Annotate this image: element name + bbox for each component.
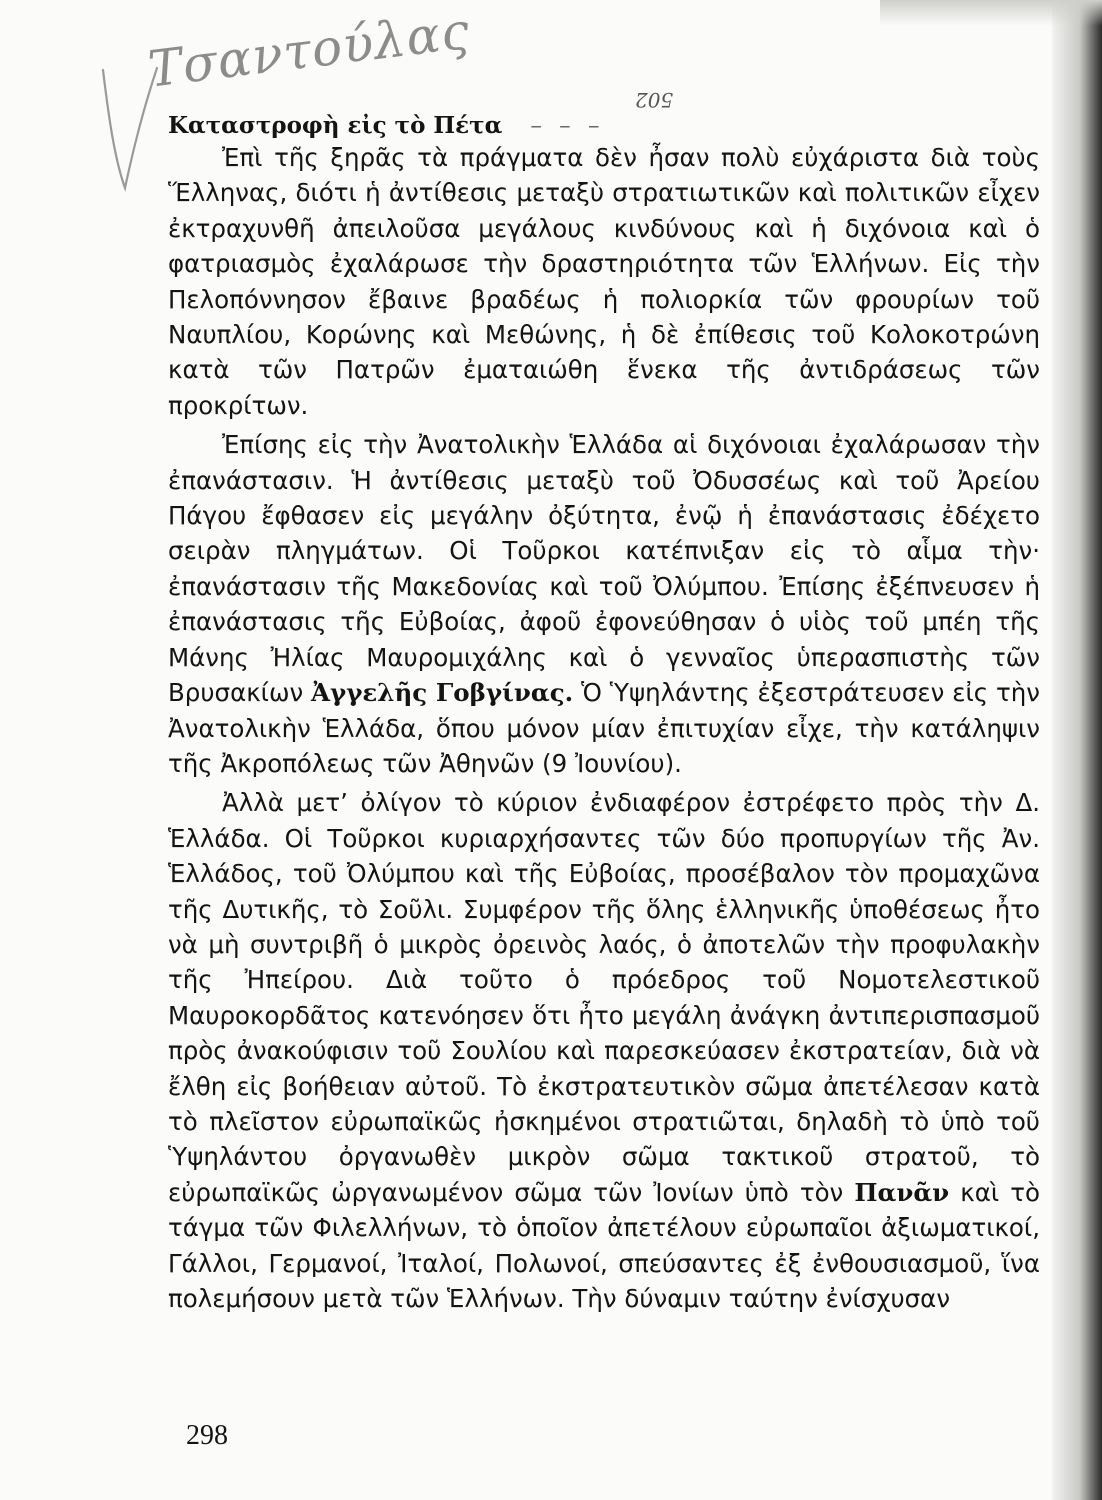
- page-number: 298: [186, 1420, 228, 1451]
- paragraph: [168, 785, 1040, 1316]
- heading-dashes: – – –: [530, 113, 605, 139]
- paragraph-text: Ἐπίσης εἰς τὴν Ἀνατολικὴν Ἑλλάδα αἱ διχόνοιαι ἐχαλάρωσαν τὴν ἐπανάστασιν. Ἡ ἀντίθεσις μεταξὺ τοῦ Ὀδυσσέως καὶ τοῦ Ἀρείου Πάγου ἔφθασεν εἰς μεγάλην ὀξύτητα, ἐνῷ ἡ ἐπανάστασις ἐδέχετο σειρὰν πληγμάτων. Οἱ Τοῦρκοι κατέπνιξαν εἰς τὸ αἷμα τὴν· ἐπανάστασιν τῆς Μακεδονίας καὶ τοῦ Ὀλύμπου. Ἐπίσης ἐξέπνευσεν ἡ ἐπανάστασις τῆς Εὐβοίας, ἀφοῦ ἐφονεύθησαν ὁ υἱὸς τοῦ μπέη τῆς Μάνης Ἠλίας Μαυρομιχάλης καὶ ὁ γενναῖος ὑπερασπιστὴς τῶν Βρυσακίων: [168, 430, 1040, 708]
- handwritten-name: Τσαντούλας: [145, 1, 474, 99]
- paragraph-text: Ἐπὶ τῆς ξηρᾶς τὰ πράγματα δὲν ἦσαν πολὺ εὐχάριστα διὰ τοὺς Ἕλληνας, διότι ἡ ἀντίθεσις μεταξὺ στρατιωτικῶν καὶ πολιτικῶν εἶχεν ἐκτραχυνθῆ ἀπειλοῦσα μεγάλους κινδύνους καὶ ἡ διχόνοια καὶ ὁ φατριασμὸς ἐχαλάρωσε τὴν δραστηριότητα τῶν Ἑλλήνων. Εἰς τὴν Πελοπόννησον ἔβαινε βραδέως ἡ πολιορκία τῶν φρουρίων τοῦ Ναυπλίου, Κορώνης καὶ Μεθώνης, ἡ δὲ ἐπίθεσις τοῦ Κολοκοτρώνη κατὰ τῶν Πατρῶν ἐματαιώθη ἕνεκα τῆς ἀντιδράσεως τῶν προκρίτων.: [168, 143, 1040, 420]
- paragraph: [168, 427, 1040, 781]
- paragraph-text: Ὁ Ὑψηλάντης ἐξεστράτευσεν εἰς τὴν Ἀνατολικὴν Ἑλλάδα, ὅπου μόνον μίαν ἐπιτυχίαν εἶχε, τὴν κατάληψιν τῆς Ἀκροπόλεως τῶν Ἀθηνῶν (9 Ἰουνίου).: [168, 678, 1040, 778]
- pencil-check-mark-icon: [95, 60, 165, 200]
- bold-name: Ἀγγελῆς Γοβγίνας.: [311, 678, 574, 708]
- paragraph-text: καὶ τὸ τάγμα τῶν Φιλελλήνων, τὸ ὁποῖον ἀπετέλουν εὐρωπαῖοι ἀξιωματικοί, Γάλλοι, Γερμανοί, Ἰταλοί, Πολωνοί, σπεύσαντες ἐξ ἐνθουσιασμοῦ, ἵνα πολεμήσουν μετὰ τῶν Ἑλλήνων. Τὴν δύναμιν ταύτην ἐνίσχυσαν: [168, 1177, 1040, 1313]
- margin-note-number: 502: [635, 88, 674, 112]
- paragraph-text: Ἀλλὰ μετ’ ὀλίγον τὸ κύριον ἐνδιαφέρον ἐστρέφετο πρὸς τὴν Δ. Ἑλλάδα. Οἱ Τοῦρκοι κυριαρχήσαντες τῶν δύο προπυργίων τῆς Ἀν. Ἑλλάδος, τοῦ Ὀλύμπου καὶ τῆς Εὐβοίας, προσέβαλον τὸν προμαχῶνα τῆς Δυτικῆς, τὸ Σοῦλι. Συμφέρον τῆς ὅλης ἑλληνικῆς ὑποθέσεως ἦτο νὰ μὴ συντριβῆ ὁ μικρὸς ὀρεινὸς λαός, ὁ ἀποτελῶν τὴν προφυλακὴν τῆς Ἠπείρου. Διὰ τοῦτο ὁ πρόεδρος τοῦ Νομοτελεστικοῦ Μαυροκορδᾶτος κατενόησεν ὅτι ἦτο μεγάλη ἀνάγκη ἀντιπερισπασμοῦ πρὸς ἀνακούφισιν τοῦ Σουλίου καὶ παρεσκεύασεν ἐκστρατείαν, διὰ νὰ ἔλθη εἰς βοήθειαν αὐτοῦ. Τὸ ἐκστρατευτικὸν σῶμα ἀπετέλεσαν κατὰ τὸ πλεῖστον εὐρωπαϊκῶς ἠσκημένοι στρατιῶται, δηλαδὴ τὸ ὑπὸ τοῦ Ὑψηλάντου ὀργανωθὲν μικρὸν σῶμα τακτικοῦ στρατοῦ, τὸ εὐρωπαϊκῶς ὠργανωμένον σῶμα τῶν Ἰονίων ὑπὸ τὸν: [168, 788, 1040, 1207]
- body-text: [168, 140, 1040, 1320]
- heading-title: Καταστροφὴ εἰς τὸ Πέτα: [168, 112, 503, 139]
- bold-name: Πανᾶν: [854, 1177, 950, 1207]
- scan-top-edge: [880, 0, 1102, 26]
- section-heading: [168, 112, 928, 139]
- paragraph: [168, 140, 1040, 423]
- scan-page-edge: [1052, 0, 1102, 1500]
